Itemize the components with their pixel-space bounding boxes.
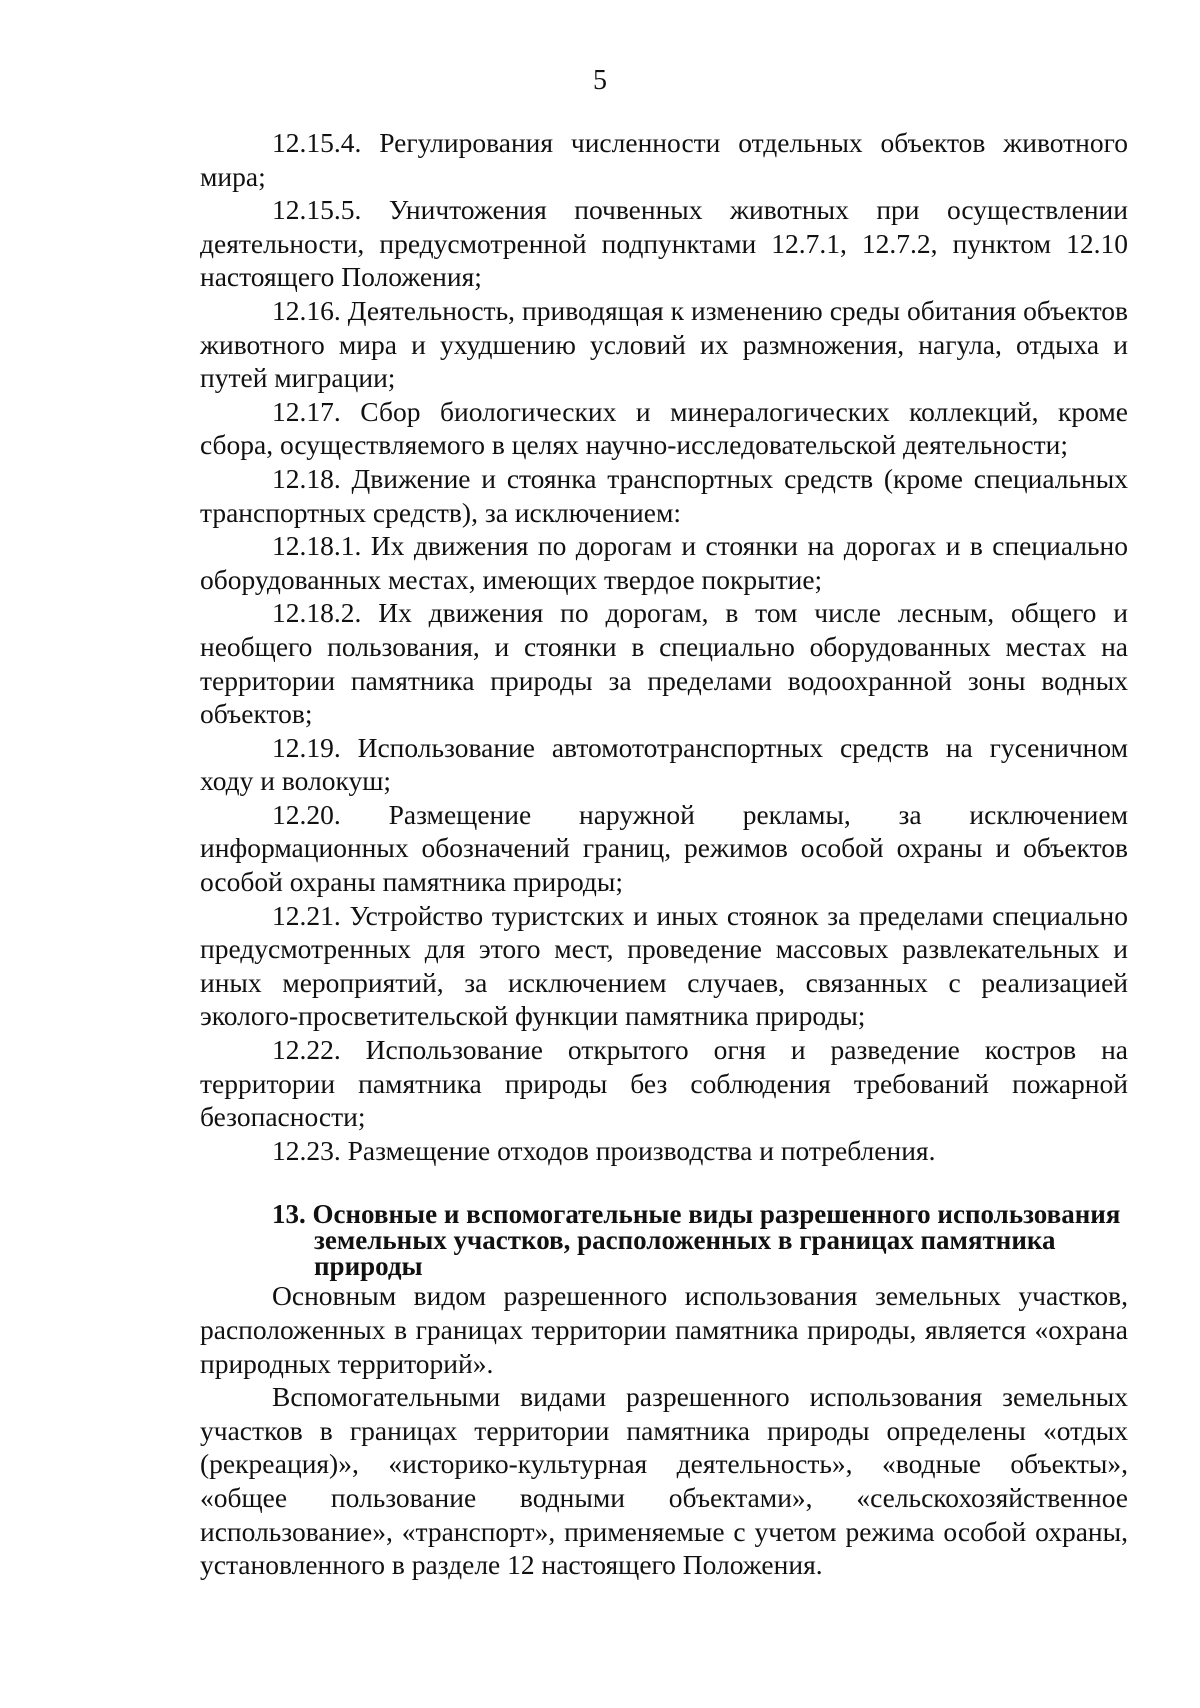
section-13-paragraph-auxiliary: Вспомогательными видами разрешенного использования земельных участков в границах территории памятника природы определены «отдых (рекреация)», «историко-культурная деятельность», «водные объекты», «общее пользование водными объектами», «сельскохозяйственное использование», «транспорт», применяемые с учетом режима особой охраны, установленного в разделе 12 настоящего Положения. [200, 1381, 1128, 1581]
paragraph-12-22: 12.22. Использование открытого огня и разведение костров на территории памятника природы без соблюдения требований пожарной безопасности; [200, 1034, 1128, 1133]
paragraph-12-16: 12.16. Деятельность, приводящая к изменению среды обитания объектов животного мира и ухудшению условий их размножения, нагула, отдыха и путей миграции; [200, 294, 1128, 394]
paragraph-12-18: 12.18. Движение и стоянка транспортных средств (кроме специальных транспортных средств), за исключением: [200, 462, 1128, 528]
paragraph-12-18-2: 12.18.2. Их движения по дорогам, в том числе лесным, общего и необщего пользования, и стоянки в специально оборудованных местах на территории памятника природы за пределами водоохранной зоны водных объектов; [200, 597, 1128, 730]
paragraph-12-19: 12.19. Использование автомототранспортных средств на гусеничном ходу и волокуш; [200, 731, 1128, 797]
paragraph-12-23: 12.23. Размещение отходов производства и потребления. [272, 1134, 936, 1166]
paragraph-12-17: 12.17. Сбор биологических и минералогических коллекций, кроме сбора, осуществляемого в целях научно-исследовательской деятельности; [200, 395, 1128, 461]
section-title-line1: Основные и вспомогательные виды разрешенного использования [312, 1199, 1121, 1230]
section-13-heading [200, 1199, 1128, 1282]
paragraph-12-15-5: 12.15.5. Уничтожения почвенных животных при осуществлении деятельности, предусмотренной подпунктами 12.7.1, 12.7.2, пунктом 12.10 настоящего Положения; [200, 194, 1128, 293]
document-body [200, 126, 1128, 1582]
section-title-rest: земельных участков, расположенных в границах памятника природы [314, 1225, 1056, 1282]
paragraph-12-21: 12.21. Устройство туристских и иных стоянок за пределами специально предусмотренных для этого мест, проведение массовых развлекательных и иных мероприятий, за исключением случаев, связанных с реализацией эколого-просветительской функции памятника природы; [200, 899, 1128, 1032]
page-number: 5 [593, 65, 607, 96]
paragraph-12-20: 12.20. Размещение наружной рекламы, за исключением информационных обозначений границ, режимов особой охраны и объектов особой охраны памятника природы; [200, 798, 1128, 898]
section-number: 13. [272, 1199, 306, 1230]
paragraph-12-18-1: 12.18.1. Их движения по дорогам и стоянки на дорогах и в специально оборудованных местах, имеющих твердое покрытие; [200, 530, 1128, 595]
paragraph-12-15-4: 12.15.4. Регулирования численности отдельных объектов животного мира; [200, 127, 1128, 192]
section-13-paragraph-main: Основным видом разрешенного использования земельных участков, расположенных в границах территории памятника природы, является «охрана природных территорий». [200, 1280, 1128, 1379]
